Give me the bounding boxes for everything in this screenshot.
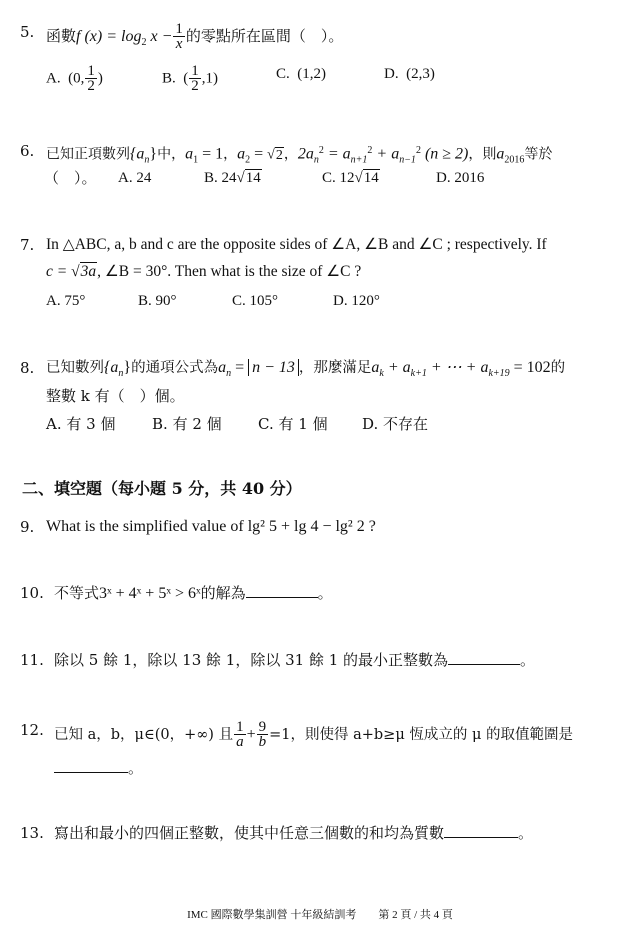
question-stem-line-2: 整數 k 有（ ）個。 [46, 387, 185, 405]
question-stem: What is the simplified value of lg² 5 + lg 4 − lg² 2 ? [46, 518, 376, 535]
stem-text: 函數 [46, 27, 77, 45]
question-stem-line-2: c = √3a, ∠B = 30°. Then what is the size of ∠C ? [46, 263, 362, 280]
option-d: D. 不存在 [362, 415, 429, 433]
question-stem: 除以 5 餘 1，除以 13 餘 1，除以 31 餘 1 的最小正整數為 。 [54, 651, 536, 669]
option-c: C. 105° [232, 293, 279, 309]
option-c: C. (1,2) [276, 66, 327, 82]
option-a: A. (0, $\frac{1}{2}$ ) [46, 63, 103, 94]
option-a: A. 24 [118, 170, 152, 186]
option-b: B. 24√14 [204, 170, 261, 186]
answer-blank[interactable] [448, 650, 520, 665]
option-a: A. 有 3 個 [46, 415, 116, 433]
question-stem-line-1: 已知數列$\{a_n\}$的通項公式為$a_n = n - 13$ ，那麼滿足$a_k + a_{k+1}$ + ⋯ + $a_{k+19} = 102$的 [46, 359, 566, 379]
option-a: A. 75° [46, 293, 86, 309]
question-number: 10. [20, 584, 44, 602]
option-c: C. 有 1 個 [258, 415, 328, 433]
math-expression: lg² 5 + lg 4 − lg² 2 ? [247, 518, 376, 535]
question-number: 12. [20, 721, 44, 739]
fraction: $\frac{1}{x}$ [175, 21, 183, 52]
section-heading: 二、填空題（每小題 5 分，共 40 分） [22, 479, 302, 498]
option-b: B. 90° [138, 293, 177, 309]
question-stem: 已知正項數列$\{a_n\}$中，$a_1 = 1$，$a_2 = √2$，$2a_n^2 = a_{n+1}^2 + a_{n-1}^2$ (n ≥ 2)，則$a_{2016}$等於 [46, 145, 553, 166]
question-stem-line-1: In △ABC, a, b and c are the opposite sides of ∠A, ∠B and ∠C ; respectively. If [46, 236, 547, 253]
math-expression: 3ˣ + 4ˣ + 5ˣ > 6ˣ [99, 585, 201, 602]
option-b: B. ( $\frac{1}{2}$ ,1) [162, 63, 219, 94]
question-stem: 寫出和最小的四個正整數，使其中任意三個數的和均為質數 。 [54, 824, 534, 842]
option-c: C. 12√14 [322, 170, 379, 186]
option-d: D. 2016 [436, 170, 485, 186]
log-base: 2 [141, 37, 147, 48]
function-expression: f (x) = log [76, 28, 142, 45]
variable-x: x − [146, 28, 173, 45]
question-number: 7. [20, 236, 35, 254]
question-number: 8. [20, 359, 35, 377]
answer-blank[interactable] [246, 583, 318, 598]
question-stem [46, 22, 343, 53]
answer-line: 。 [54, 758, 143, 778]
question-stem: 已知 a，b，μ∈(0，+∞) 且 $\frac{1}{a}$ + $\frac{9}{b}$ =1，則使得 a+b≥μ 恆成立的 μ 的取值範圍是 [54, 719, 573, 750]
answer-blank[interactable] [54, 758, 128, 773]
option-b: B. 有 2 個 [152, 415, 222, 433]
question-number: 9. [20, 518, 35, 536]
question-number: 13. [20, 824, 44, 842]
answer-paren: （ ）。 [44, 169, 97, 187]
question-number: 5. [20, 23, 35, 41]
answer-blank[interactable] [444, 823, 518, 838]
option-d: D. (2,3) [384, 66, 435, 82]
page-footer: IMC 國際數學集訓營 十年級結訓考 第 2 頁 / 共 4 頁 [187, 909, 453, 921]
question-number: 6. [20, 142, 35, 160]
question-stem: 不等式3ˣ + 4ˣ + 5ˣ > 6ˣ的解為 。 [54, 584, 333, 602]
question-number: 11. [20, 651, 44, 669]
option-d: D. 120° [333, 293, 380, 309]
stem-text-tail: 的零點所在區間（ ）。 [185, 27, 344, 45]
